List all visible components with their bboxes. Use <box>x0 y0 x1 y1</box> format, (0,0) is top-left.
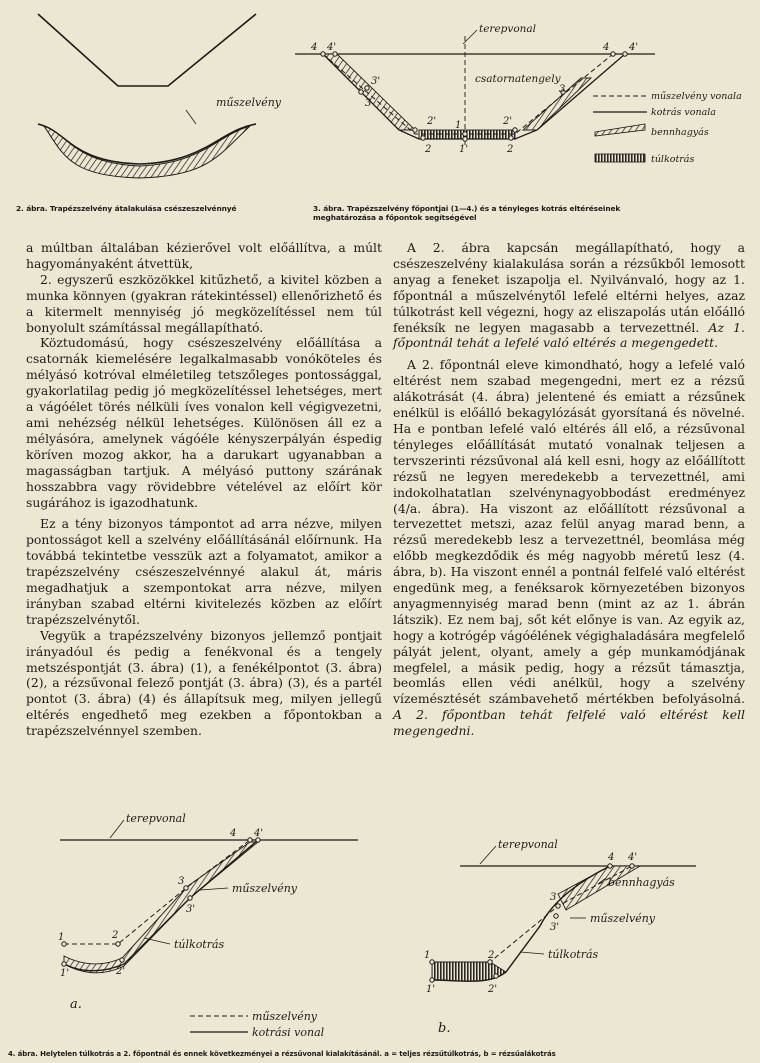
fig4a-sublabel: a. <box>70 997 82 1012</box>
fig3-point-1: 1 <box>455 120 462 131</box>
fig4a-label-muszelveny: műszelvény <box>232 882 298 895</box>
fig4a-point-2: 2 <box>112 930 119 941</box>
fig4b-point-4p: 4' <box>628 852 638 863</box>
fig3-legend-muszelveny: műszelvény vonala <box>651 91 742 102</box>
fig4b-label-tulkotras: túlkotrás <box>548 948 599 961</box>
fig3-point-2p-left: 2' <box>427 116 437 127</box>
figure-4b-drawing <box>410 826 710 1042</box>
fig3-legend-tulkotras: túlkotrás <box>651 154 695 165</box>
right-paragraph-2-emphasis: A 2. főpontban tehát felfelé való eltérést kell megengedni. <box>393 707 745 739</box>
fig4a-legend-kotrasi-vonal: kotrási vonal <box>252 1026 325 1039</box>
fig3-point-3: 3 <box>365 98 372 109</box>
figure-3-caption <box>313 204 753 222</box>
fig4b-sublabel: b. <box>438 1021 451 1036</box>
fig4b-point-2: 2 <box>488 950 495 961</box>
fig4a-point-4p: 4' <box>254 828 264 839</box>
figure-4a <box>40 808 360 1046</box>
fig3-point-2p-right: 2' <box>503 116 513 127</box>
fig4a-point-2p: 2' <box>116 966 126 977</box>
fig3-point-4p: 4' <box>327 42 337 53</box>
fig4a-point-1: 1 <box>58 932 65 943</box>
fig4b-point-2p: 2' <box>488 984 498 995</box>
left-column <box>26 240 382 739</box>
figure-3-caption-line2: meghatározása a főpontok segítségével <box>313 213 477 222</box>
fig3-point-3p: 3' <box>371 76 381 87</box>
fig4a-label-tulkotras: túlkotrás <box>174 938 225 951</box>
fig4b-point-1: 1 <box>424 950 431 961</box>
figure-2-drawing <box>8 6 283 192</box>
fig4a-legend-muszelveny: műszelvény <box>252 1010 318 1023</box>
figure-3-caption-line1: 3. ábra. Trapézszelvény főpontjai (1—4.) és a tényleges kotrás eltéréseinek <box>313 204 621 213</box>
fig3-legend-kotras: kotrás vonala <box>651 107 716 118</box>
figure-4b <box>410 826 710 1042</box>
left-paragraph-5: Vegyük a trapézszelvény bizonyos jellemző pontjait irányadóul és pedig a fenékvonal és a tengely metszéspontját (3. ábra) (1), a fenékélpontot (3. ábra) (2), a rézsűvonal felező pontját (3. ábra) (3), és a partél pontot (3. ábra) (4) és állapítsuk meg, milyen jellegű eltérés engedhető meg ezekben a főpontokban a trapézszelvénnyel szemben. <box>26 627 382 739</box>
fig4b-point-1p: 1' <box>426 984 436 995</box>
fig4a-point-4: 4 <box>230 828 237 839</box>
fig3-legend-bennhagyas: bennhagyás <box>651 127 709 138</box>
fig3-point-4-right: 4 <box>603 42 610 53</box>
fig4a-label-terepvonal: terepvonal <box>126 812 186 825</box>
fig3-point-2-right: 2 <box>507 144 514 155</box>
figure-4a-drawing <box>40 808 360 1046</box>
left-paragraph-2: 2. egyszerű eszközökkel kitűzhető, a kivitel közben a munka könnyen (gyakran rátekintéssel) ellenőrizhető és a kitermelt mennyiség jó megközelítéssel nem túl bonyolult számítással megállapítható. <box>26 271 382 335</box>
fig3-point-4p-right: 4' <box>629 42 639 53</box>
figure-4-caption: 4. ábra. Helytelen túlkotrás a 2. főpontnál és ennek következményei a rézsűvonal kialakításánál. a = teljes rézsűtúlkotrás, b = rézsűalákotrás <box>8 1050 556 1058</box>
right-paragraph-2-text: A 2. főpontnál eleve kimondható, hogy a lefelé való eltérést nem szabad megengedni, mert ez a rézsű alákotrását (4. ábra) jelentené és emiatt a rézsűnek enélkül is előálló bekagylózását gyorsítaná és növelné. Ha e pontban lefelé való eltérés áll elő, a rézsűvonal tényleges előállítását mutató vonalnak teljesen a tervszerinti rézsűvonal alá kell esni, hogy az előállított rézsű ne legyen meredekebb a tervezettnél, ami indokolhatatlan szelvénynagyobbodást eredményez (4/a. ábra). Ha viszont az előállított rézsűvonal a tervezettet metszi, azaz felül anyag marad benn, a rézsű meredekebb lesz a tervezettnél, beomlása még előbb megkezdődik és még nagyobb méretű lesz (4. ábra, b). Ha viszont ennél a pontnál felfelé való eltérést engedünk meg, a fenéksarok környezetében bizonyos anyagmennyiség marad benn (mint az az 1. ábrán látszik). Ez nem baj, sőt két előnye is van. Az egyik az, hogy a kotrógép vágóélének végighaladására megfelelő pályát jelent, olyant, amely a gép munkamódjának megfelel, a másik pedig, hogy a rézsűt támasztja, beomlás ellen védi anélkül, hogy a szelvény vízemésztését számbavehető mértékben befolyásolná. <box>393 357 745 707</box>
fig3-point-1p: 1' <box>459 144 469 155</box>
right-paragraph-2 <box>393 357 745 739</box>
fig4b-label-bennhagyas: bennhagyás <box>608 876 675 889</box>
fig3-point-3-right: 3 <box>559 84 566 95</box>
fig3-point-4: 4 <box>311 42 318 53</box>
right-paragraph-1-emphasis: Az 1. főpontnál tehát a lefelé való eltérés a megengedett. <box>393 319 745 351</box>
figure-3-drawing <box>295 6 757 202</box>
figure-2-caption: 2. ábra. Trapézszelvény átalakulása csészeszelvénnyé <box>16 204 237 213</box>
fig4b-point-3: 3 <box>550 892 557 903</box>
fig4b-label-terepvonal: terepvonal <box>498 838 558 851</box>
right-paragraph-1 <box>393 240 745 351</box>
fig3-label-terepvonal: terepvonal <box>479 23 537 35</box>
fig3-point-2-left: 2 <box>425 144 432 155</box>
fig3-label-csatornatengely: csatornatengely <box>475 73 561 85</box>
figure-2 <box>8 6 283 192</box>
fig4a-point-1p: 1' <box>60 968 70 979</box>
left-paragraph-3: Köztudomású, hogy csészeszelvény előállítása a csatornák kiemelésére legalkalmasabb vonóköteles és mélyásó kotróval elméletileg tetszőleges pontossággal, gyakorlatilag pedig jó megközelítéssel lehetséges, mert a vágóélet törés nélküli íves vonalon kell végigvezetni, ami nehézség nélkül lehetséges. Különösen áll ez a mélyásóra, amelynek vágóéle kényszerpályán éspedig köríven mozog akkor, ha a darukart ugyanabban a magasságban tartjuk. A mélyásó puttony szárának hosszabbra vagy rövidebbre vételével az előírt kör sugárához is igazodhatunk. <box>26 335 382 510</box>
fig4b-label-muszelveny: műszelvény <box>590 912 656 925</box>
fig4a-point-3p: 3' <box>186 904 196 915</box>
fig2-label-muszelveny: műszelvény <box>216 96 282 109</box>
figure-3 <box>295 6 757 202</box>
fig4b-point-3p: 3' <box>550 922 560 933</box>
right-column <box>393 240 745 739</box>
fig4b-point-4: 4 <box>608 852 615 863</box>
left-paragraph-4: Ez a tény bizonyos támpontot ad arra nézve, milyen pontosságot kell a szelvény előállításánál előírnunk. Ha továbbá tekintetbe vesszük azt a folyamatot, amikor a trapézszelvény csészeszelvénnyé alakul át, máris megadhatjuk a szempontokat arra nézve, milyen irányban szabad eltérni kivitelezés közben az előírt trapézszelvénytől. <box>26 516 382 627</box>
left-paragraph-1: a múltban általában kézierővel volt előállítva, a múlt hagyományaként átvettük, <box>26 240 382 271</box>
fig4a-point-3: 3 <box>178 876 185 887</box>
right-paragraph-1-text: A 2. ábra kapcsán megállapítható, hogy a csészeszelvény kialakulása során a rézsűkből lemosott anyag a feneket iszapolja el. Nyilvánvaló, hogy az 1. főpontnál a műszelvénytől lefelé eltérni helyes, azaz túlkotrást kell végezni, hogy az eliszapolás után előálló fenéksík ne legyen magasabb a tervezettnél. <box>393 240 745 335</box>
